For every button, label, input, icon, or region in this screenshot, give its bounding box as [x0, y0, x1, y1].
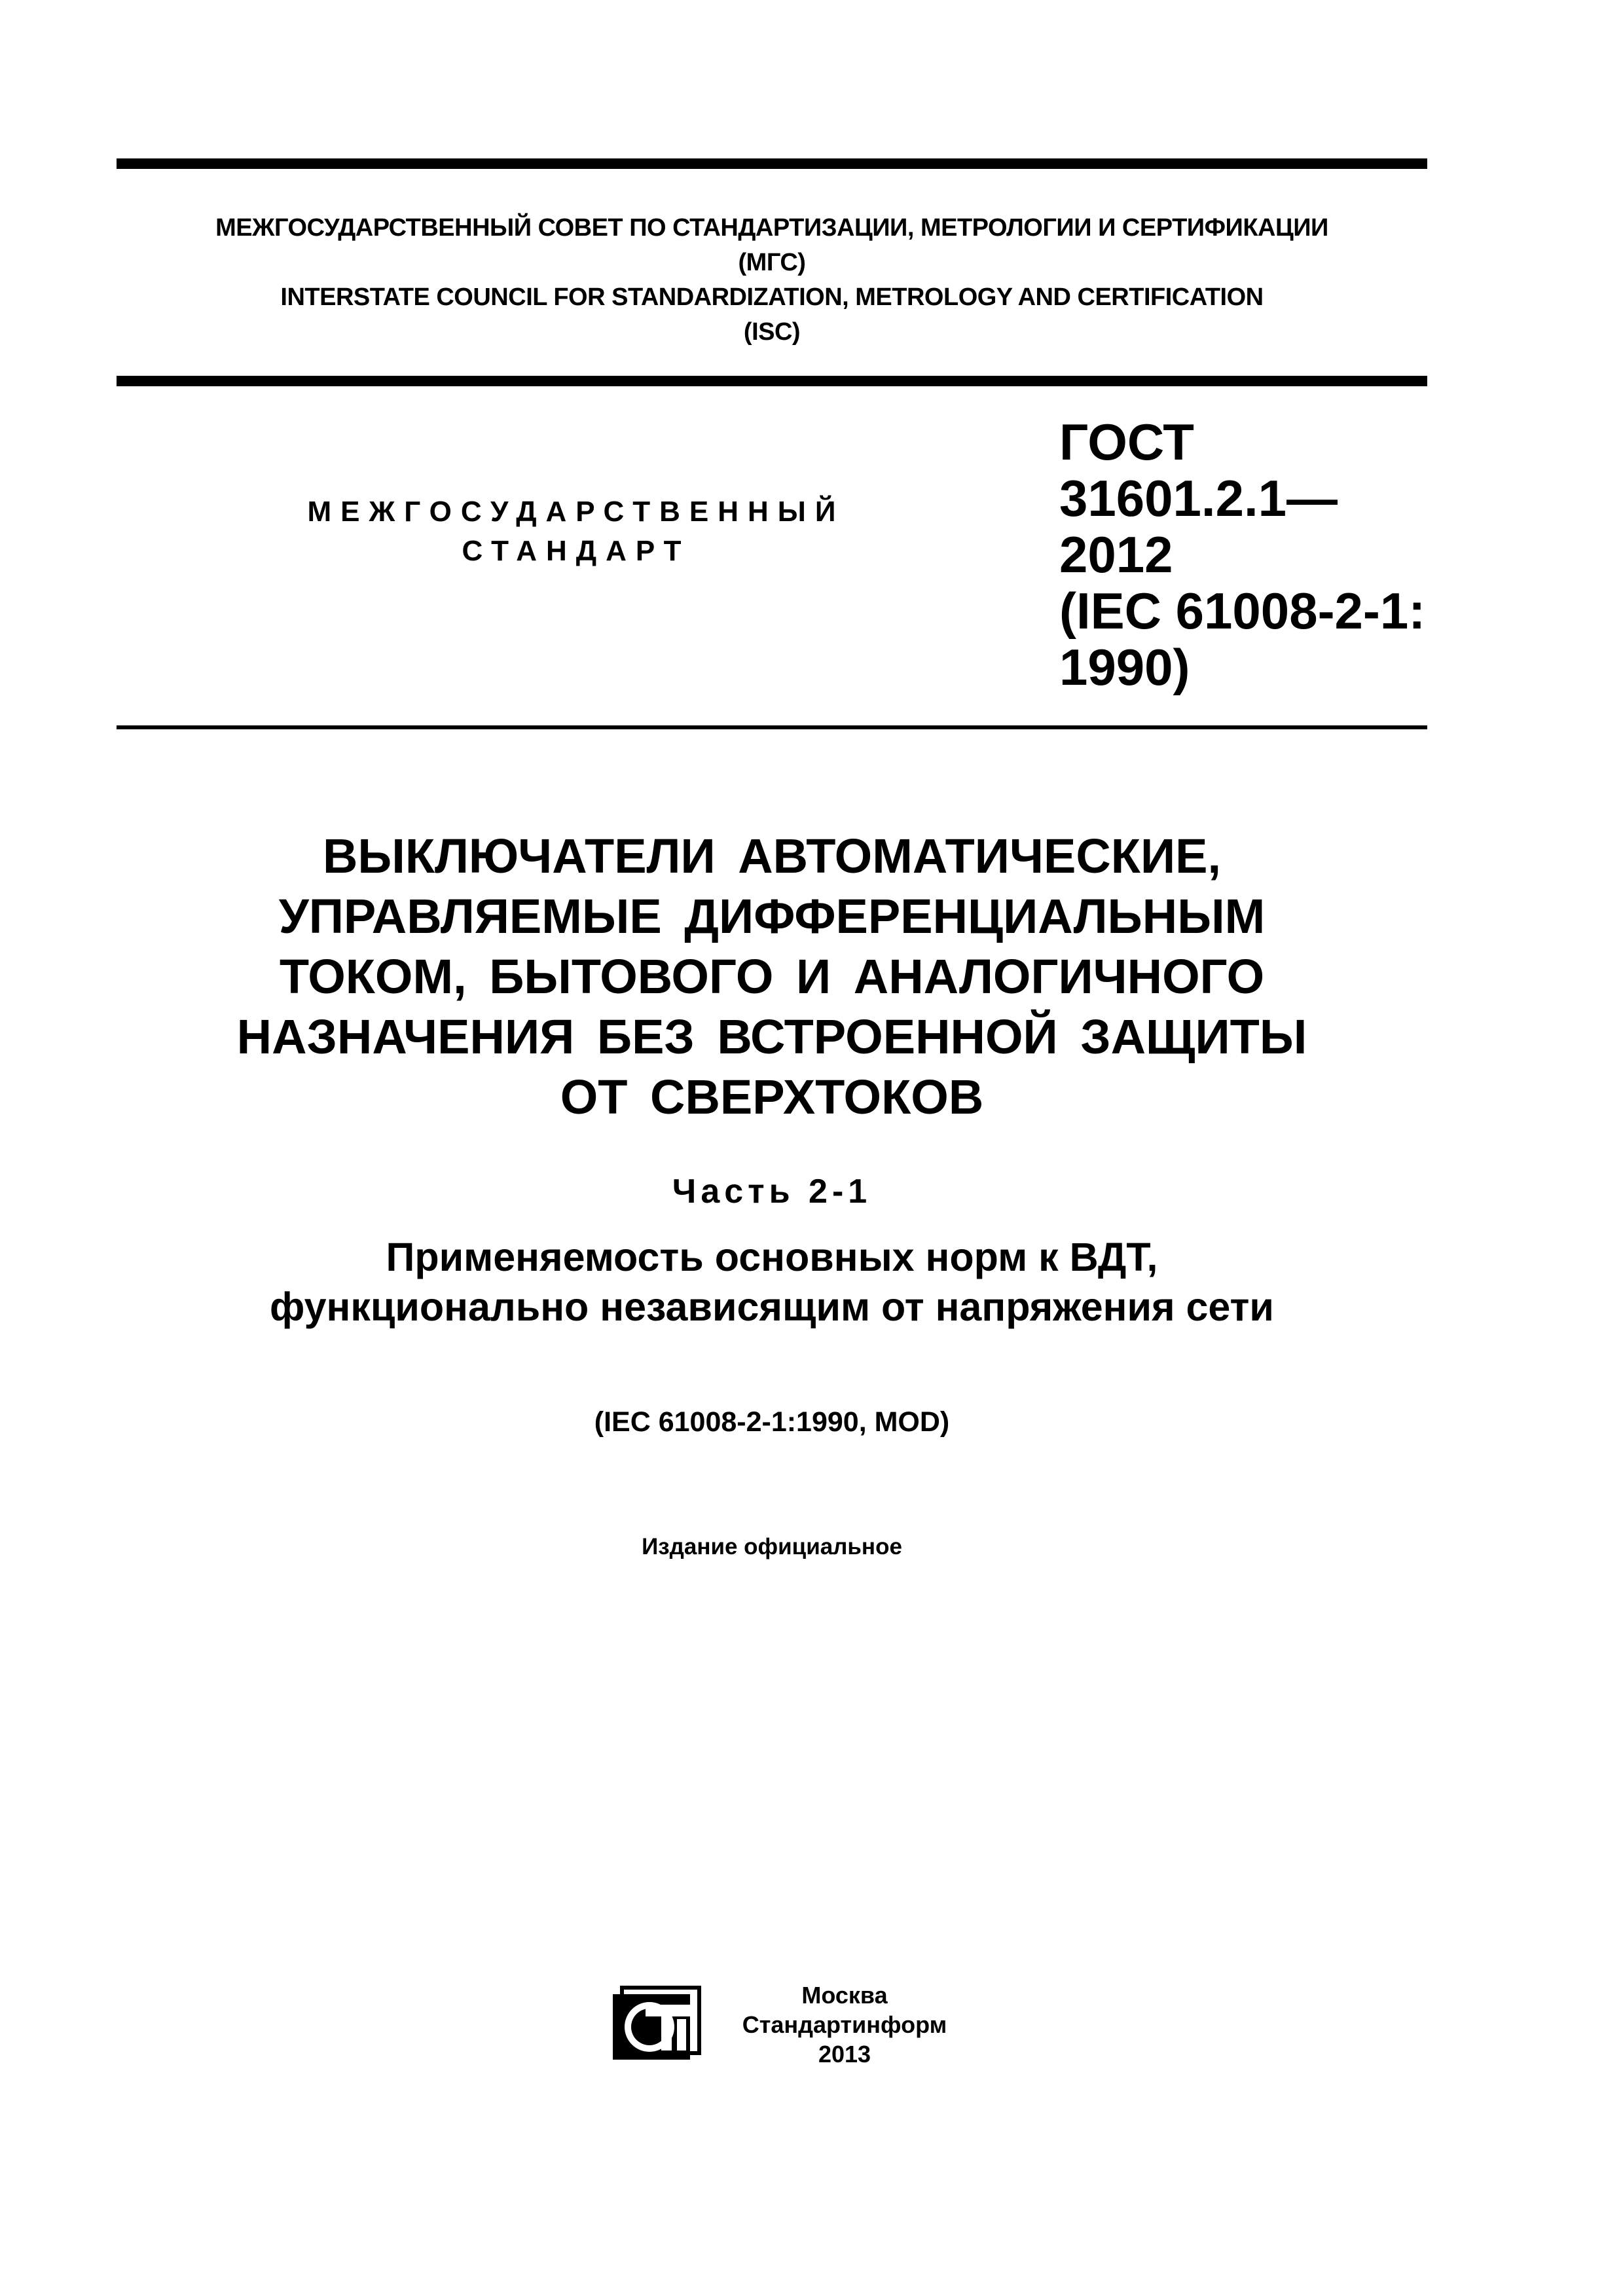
designation-line: 31601.2.1—: [1059, 469, 1338, 527]
publisher-city: Москва: [801, 1982, 888, 2009]
standartinform-logo-icon: [609, 1984, 706, 2062]
standard-designation: [1059, 414, 1425, 695]
standard-type: [196, 492, 956, 571]
title-line: ВЫКЛЮЧАТЕЛИ АВТОМАТИЧЕСКИЕ,: [322, 829, 1222, 883]
council-name-ru: МЕЖГОСУДАРСТВЕННЫЙ СОВЕТ ПО СТАНДАРТИЗАЦИИ, МЕТРОЛОГИИ И СЕРТИФИКАЦИИ: [215, 214, 1328, 242]
document-title: [117, 826, 1427, 1127]
council-block: [117, 211, 1427, 350]
subtitle-line: Применяемость основных норм к ВДТ,: [386, 1235, 1158, 1279]
subtitle-line: функционально независящим от напряжения сети: [270, 1285, 1274, 1329]
designation-line: 2012: [1059, 526, 1173, 583]
designation-line: 1990): [1059, 638, 1190, 696]
publication-year: 2013: [818, 2041, 871, 2068]
council-name-en: INTERSTATE COUNCIL FOR STANDARDIZATION, METROLOGY AND CERTIFICATION: [280, 283, 1264, 311]
title-line: УПРАВЛЯЕМЫЕ ДИФФЕРЕНЦИАЛЬНЫМ: [278, 889, 1266, 943]
designation-rule: [117, 725, 1427, 729]
title-line: ТОКОМ, БЫТОВОГО И АНАЛОГИЧНОГО: [279, 949, 1265, 1004]
document-subtitle: [117, 1232, 1427, 1332]
council-abbr-en: (ISC): [743, 318, 801, 346]
standard-type-line-2: СТАНДАРТ: [462, 535, 691, 567]
iec-reference: (IEC 61008-2-1:1990, MOD): [594, 1406, 950, 1438]
header-bottom-rule: [117, 376, 1427, 386]
title-line: ОТ СВЕРХТОКОВ: [560, 1070, 984, 1124]
part-number: Часть 2-1: [672, 1173, 872, 1211]
council-abbr-ru: (МГС): [738, 249, 806, 276]
designation-line: (IEC 61008-2-1:: [1059, 582, 1426, 640]
top-rule: [117, 158, 1427, 169]
title-line: НАЗНАЧЕНИЯ БЕЗ ВСТРОЕННОЙ ЗАЩИТЫ: [236, 1010, 1307, 1064]
edition-note: Издание официальное: [642, 1534, 902, 1559]
publisher-block: [714, 1980, 976, 2069]
standard-type-line-1: МЕЖГОСУДАРСТВЕННЫЙ: [307, 496, 845, 528]
designation-line: ГОСТ: [1059, 413, 1194, 471]
publisher-name: Стандартинформ: [742, 2011, 947, 2038]
